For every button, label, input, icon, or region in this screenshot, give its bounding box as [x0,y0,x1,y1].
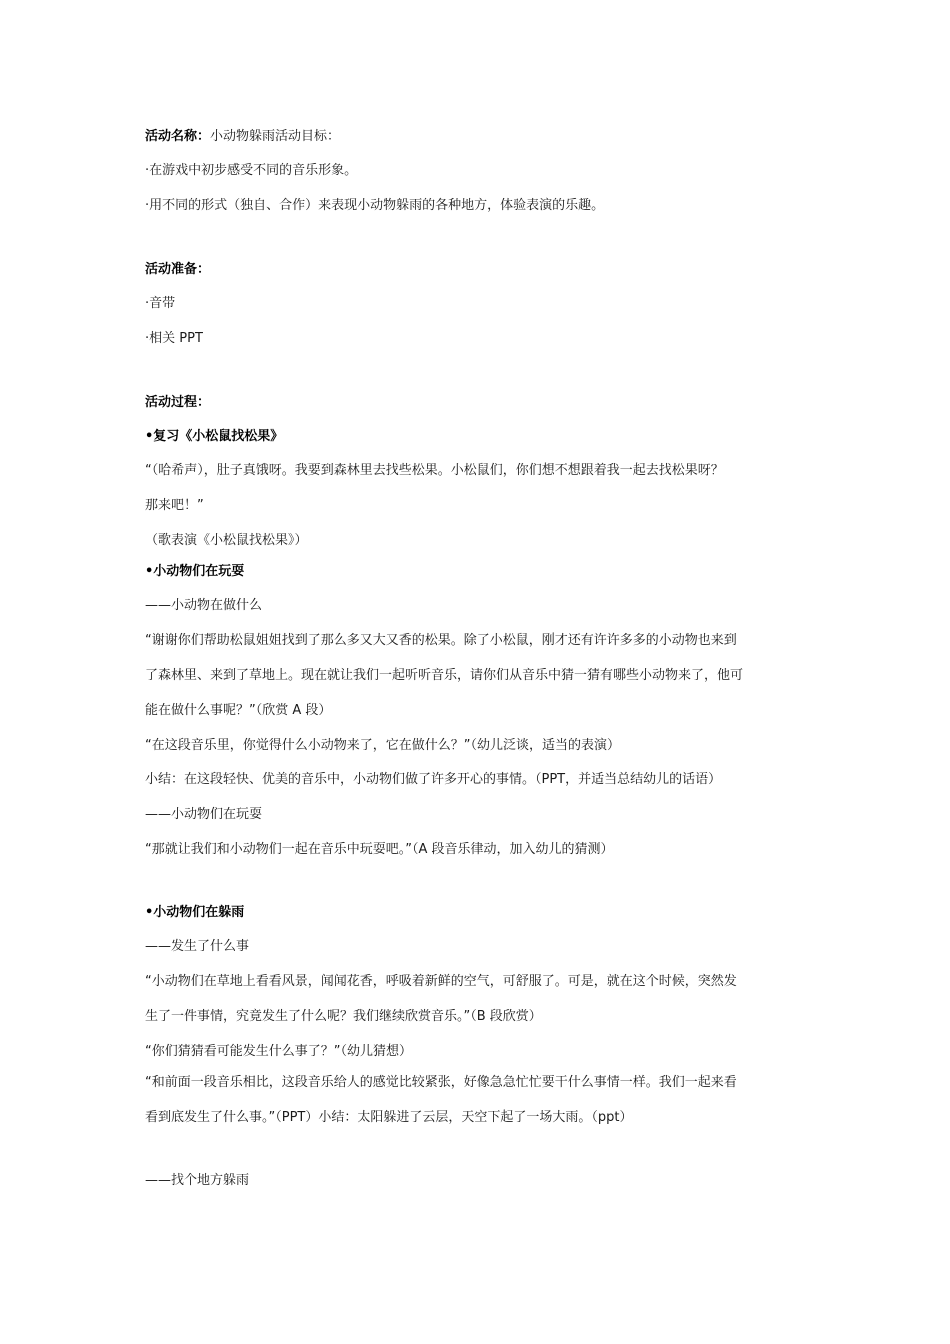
activity-name-value: 小动物躲雨活动目标： [210,129,341,144]
prep-item-2: ·相关 PPT [145,331,203,346]
goal-item-2: ·用不同的形式（独自、合作）来表现小动物躲雨的各种地方，体验表演的乐趣。 [145,198,605,213]
prep-heading: 活动准备： [145,262,211,277]
prep-item-1: ·音带 [145,296,176,311]
step3-paragraph-line: 看到底发生了什么事。”（PPT）小结：太阳躲进了云层，天空下起了一场大雨。（ppt） [145,1110,633,1125]
process-heading: 活动过程： [145,395,211,410]
step3-paragraph-line: 生了一件事情，究竟发生了什么呢？我们继续欣赏音乐。”（B 段欣赏） [145,1009,542,1024]
step1-paragraph-line: “（哈希声），肚子真饿呀。我要到森林里去找些松果。小松鼠们，你们想不想跟着我一起去找松果呀？ [145,463,724,478]
step3-paragraph-line: “和前面一段音乐相比，这段音乐给人的感觉比较紧张，好像急急忙忙要干什么事情一样。我们一起来看 [145,1075,737,1090]
activity-name-label: 活动名称： [145,129,211,144]
step2-paragraph-line: “谢谢你们帮助松鼠姐姐找到了那么多又大又香的松果。除了小松鼠，刚才还有许许多多的小动物也来到 [145,633,737,648]
step3-paragraph: “你们猜猜看可能发生什么事了？”（幼儿猜想） [145,1044,412,1059]
step1-heading: •复习《小松鼠找松果》 [145,429,284,444]
step2-paragraph-line: 能在做什么事呢？”（欣赏 A 段） [145,703,332,718]
step2-summary: 小结：在这段轻快、优美的音乐中，小动物们做了许多开心的事情。（PPT，并适当总结幼儿的话语） [145,772,722,787]
step2-paragraph: “那就让我们和小动物们一起在音乐中玩耍吧。”（A 段音乐律动，加入幼儿的猜测） [145,842,614,857]
step2-paragraph-line: 了森林里、来到了草地上。现在就让我们一起听听音乐，请你们从音乐中猜一猜有哪些小动物来了，他可 [145,668,744,683]
step3-paragraph-line: “小动物们在草地上看看风景，闻闻花香，呼吸着新鲜的空气，可舒服了。可是，就在这个时候，突然发 [145,974,737,989]
step2-subheading: ——小动物们在玩耍 [145,807,263,822]
step3-subheading: ——发生了什么事 [145,939,250,954]
step2-subheading: ——小动物在做什么 [145,598,263,613]
step1-paragraph: （歌表演《小松鼠找松果》） [145,533,308,548]
goal-item-1: ·在游戏中初步感受不同的音乐形象。 [145,163,358,178]
step3-subheading: ——找个地方躲雨 [145,1173,250,1188]
step2-paragraph: “在这段音乐里，你觉得什么小动物来了，它在做什么？”（幼儿泛谈，适当的表演） [145,738,620,753]
activity-name-line [145,128,340,146]
step2-heading: •小动物们在玩耍 [145,564,245,579]
step3-heading: •小动物们在躲雨 [145,905,245,920]
step1-paragraph-line: 那来吧！” [145,498,204,513]
